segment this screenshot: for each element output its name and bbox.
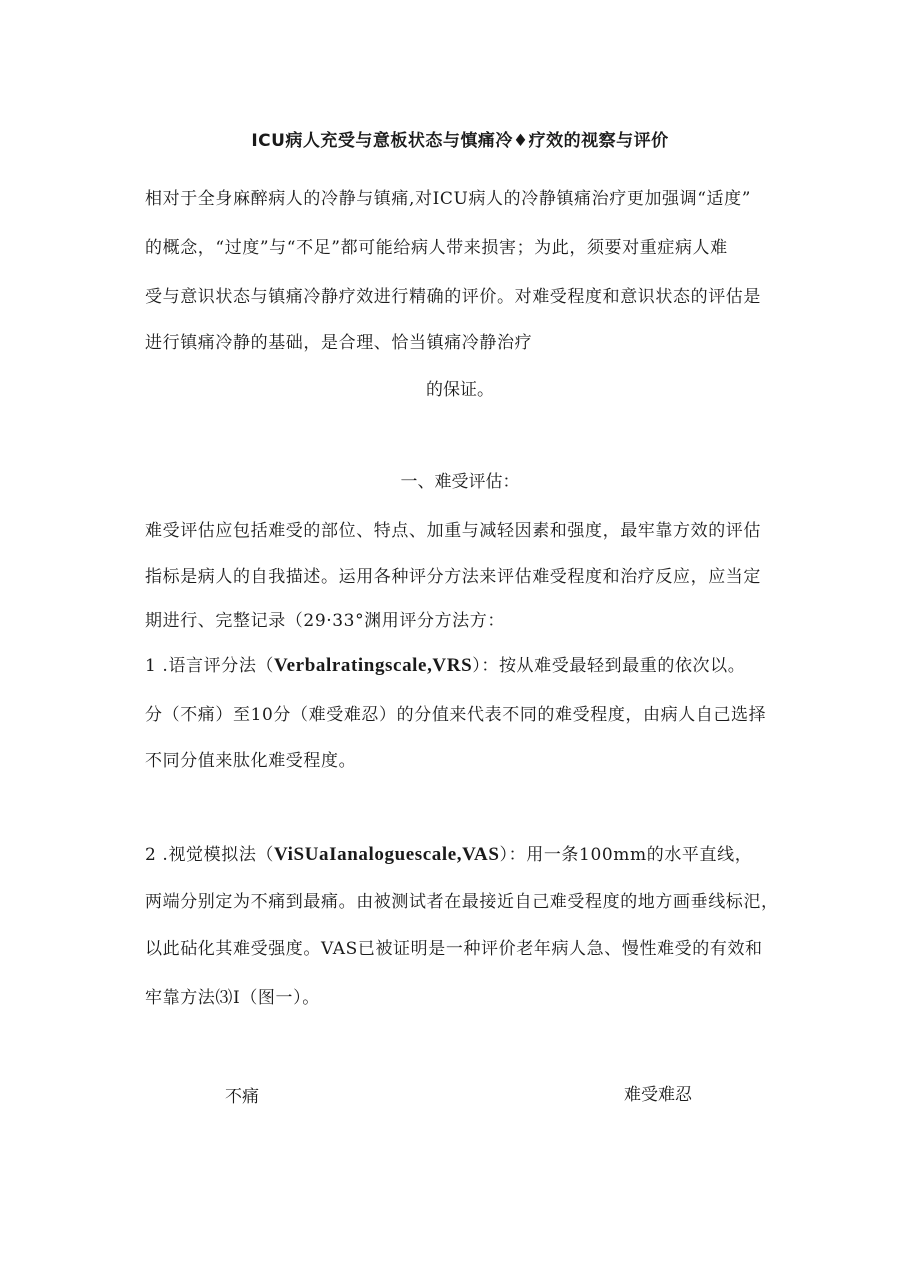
document-title: ICU病人充受与意板状态与慎痛冷♦疗效的视察与评价	[251, 131, 669, 151]
scale-right-label: 难受难忍	[624, 1085, 692, 1105]
item2-rest: ）：用一条100mm的水平直线，	[499, 845, 753, 865]
section-line-3: 期进行、完整记录（29·33°渊用评分方法方：	[145, 611, 505, 631]
intro-line-3: 受与意识状态与镇痛冷静疗效进行精确的评价。对难受程度和意识状态的评估是	[145, 287, 761, 307]
item2-line-1: 两端分别定为不痛到最痛。由被测试者在最接近自己难受程度的地方画垂线标汜，	[145, 892, 779, 912]
item1-number: 1 .	[145, 656, 169, 676]
section-heading: 一、难受评估：	[400, 472, 520, 492]
item1-term: Verbalratingscale,VRS	[274, 655, 473, 676]
intro-line-1: 相对于全身麻醉病人的冷静与镇痛,对ICU病人的冷静镇痛治疗更加强调“适度”	[145, 189, 752, 209]
intro-end: 的保证。	[426, 380, 494, 400]
intro-line-2: 的概念，“过度”与“不足”都可能给病人带来损害；为此，须要对重症病人难	[145, 238, 728, 258]
item2-term: ViSUaIanaloguescale,VAS	[274, 844, 500, 865]
item2-heading	[145, 840, 752, 866]
section-line-1: 难受评估应包括难受的部位、特点、加重与减轻因素和强度，最牢靠方效的评估	[145, 521, 761, 541]
intro-line-4: 进行镇痛冷静的基础，是合理、恰当镇痛冷静治疗	[145, 333, 533, 353]
scale-left-label: 不痛	[225, 1087, 259, 1107]
item1-heading	[145, 651, 745, 677]
item1-rest: ）：按从难受最轻到最重的依次以。	[472, 656, 746, 676]
section-line-2: 指标是病人的自我描述。运用各种评分方法来评估难受程度和治疗反应，应当定	[145, 567, 761, 587]
item1-line-2: 不同分值来肽化难受程度。	[145, 751, 357, 771]
item2-line-2: 以此砧化其难受强度。VAS已被证明是一种评价老年病人急、慢性难受的有效和	[145, 939, 763, 959]
item2-line-3: 牢靠方法⑶I（图一）。	[145, 988, 320, 1008]
item2-number: 2 .	[145, 845, 169, 865]
item2-label: 视觉模拟法（	[168, 845, 275, 865]
item1-label: 语言评分法（	[168, 656, 275, 676]
item1-line-1: 分（不痛）至10分（难受难忍）的分值来代表不同的难受程度，由病人自己选择	[145, 705, 767, 725]
